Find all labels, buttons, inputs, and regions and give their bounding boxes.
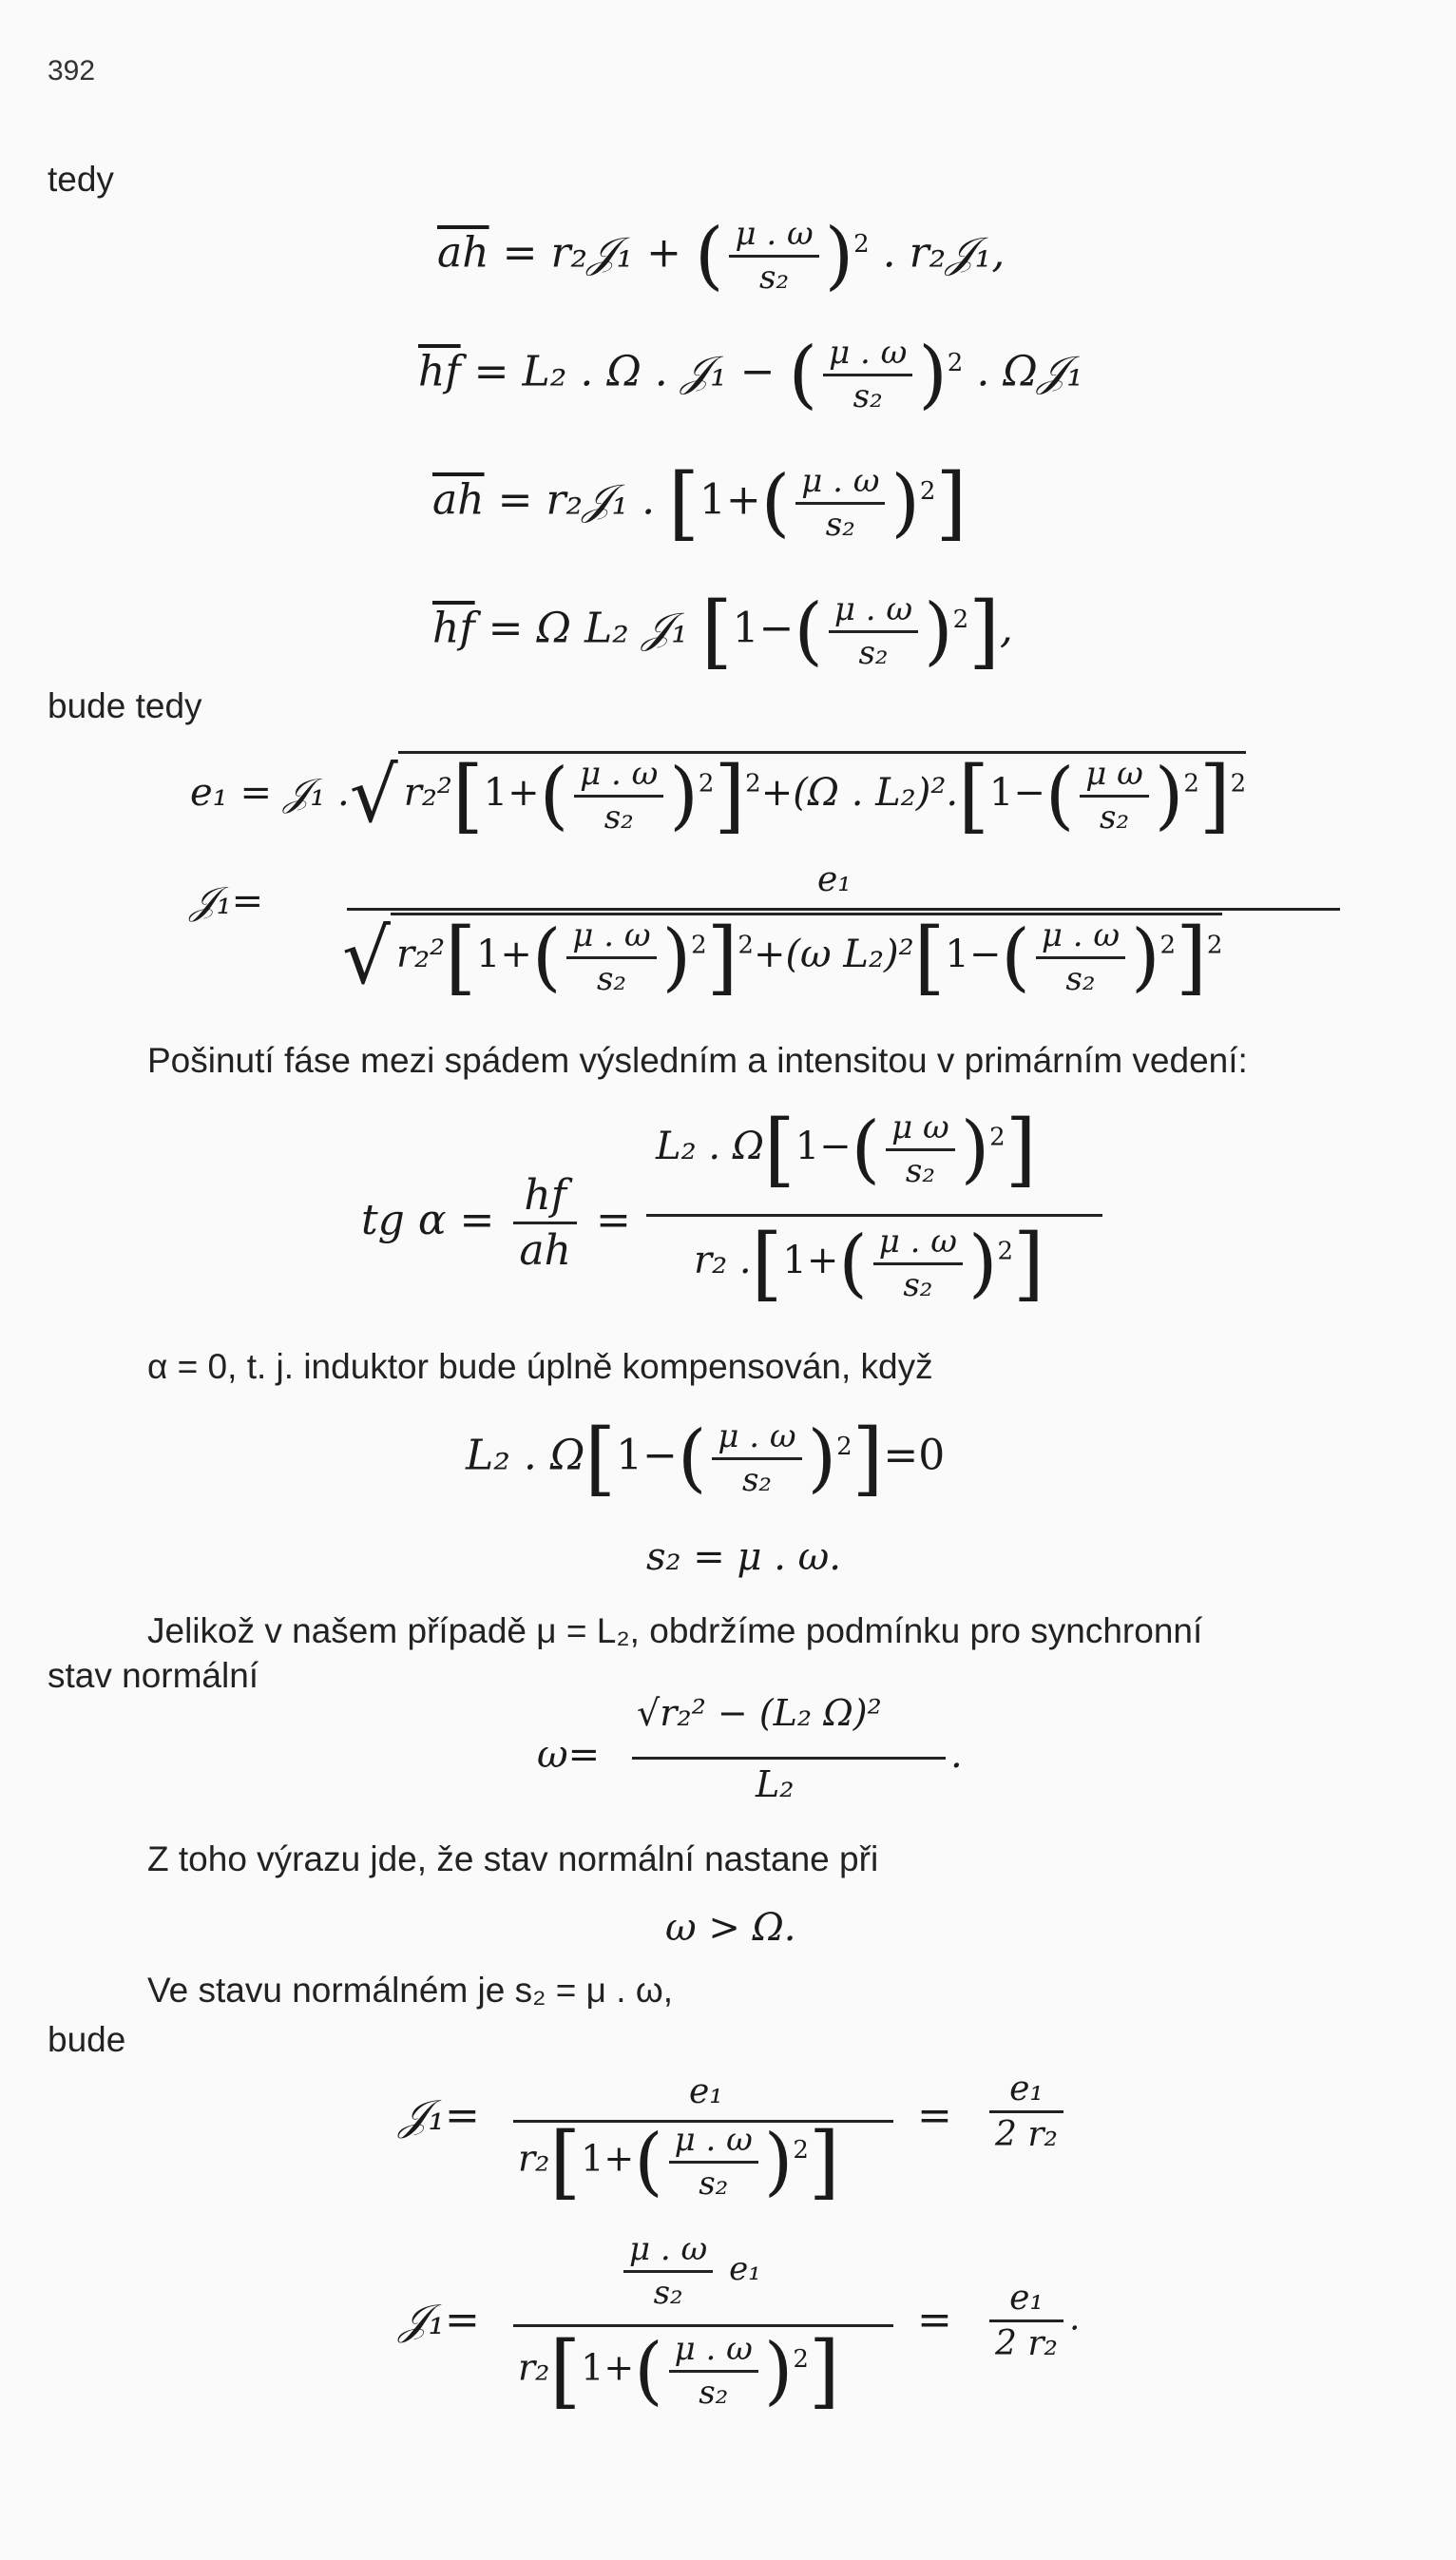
exponent: 2: [1206, 931, 1223, 960]
eq-ah-lhs: $\overline{ah}$: [432, 475, 485, 525]
eq-sign: =: [445, 2296, 480, 2344]
fraction-numerator: μ . ω: [623, 2229, 713, 2273]
fraction-denominator: s₂: [741, 1460, 773, 1499]
paren-close: ): [1131, 914, 1160, 1000]
fraction-denominator: s₂: [903, 1265, 933, 1304]
eq-sign: =: [445, 2091, 480, 2140]
eq-comma: ,: [999, 604, 1013, 653]
exponent: 2: [836, 1432, 853, 1461]
eq-L2Omega: L₂ . Ω: [466, 1431, 585, 1480]
eq-omegaL2sq: (ω L₂)²: [785, 933, 914, 976]
paren-open: (: [531, 914, 562, 1000]
eq-sign: =: [497, 475, 533, 525]
eq-e1: e₁: [729, 2250, 761, 2288]
equation-J1-normal-denominator: [518, 2115, 840, 2208]
eq-one: 1: [475, 933, 501, 976]
paren-open: (: [634, 2328, 663, 2414]
bracket-open: [: [445, 911, 476, 1004]
paren-close: ): [763, 2119, 794, 2204]
fraction-numerator: μ . ω: [1036, 915, 1125, 959]
eq-one: 1: [581, 2137, 604, 2180]
fraction-numerator: √r₂² − (L₂ Ω)²: [637, 1692, 882, 1734]
eq-sign: =: [917, 2296, 952, 2344]
fraction-mu-omega-s2: [566, 915, 656, 999]
eq-minus: −: [739, 347, 776, 396]
fraction-numerator: μ . ω: [574, 754, 663, 798]
equation-omega-gt: ω > Ω.: [665, 1906, 796, 1950]
bracket-open: [: [751, 1217, 783, 1310]
eq-one: 1: [732, 604, 759, 653]
fraction-numerator: μ . ω: [712, 1416, 801, 1460]
eq-one: 1: [945, 933, 969, 976]
paren-close: ): [918, 332, 948, 417]
bracket-close: ]: [1176, 911, 1207, 1004]
fraction-denominator: s₂: [653, 2273, 683, 2312]
eq-J1: 𝒥₁: [399, 2296, 445, 2344]
equation-J1-normal-2-denominator: [518, 2324, 840, 2417]
fraction-mu-omega-s2: [886, 1107, 955, 1191]
fraction-denominator: s₂: [699, 2164, 729, 2203]
eq-OmegaL2sq: (Ω . L₂)².: [793, 771, 959, 815]
fraction-numerator: μ ω: [1080, 754, 1149, 798]
tg-numerator: [656, 1103, 1037, 1196]
fraction-numerator: μ . ω: [823, 333, 912, 376]
eq-minus: −: [642, 1431, 678, 1480]
eq-tg-alpha: tg α: [361, 1196, 447, 1244]
equation-J1-denominator: [342, 911, 1223, 1004]
fraction-numerator: e₁: [989, 2277, 1063, 2322]
paren-close: ): [661, 914, 692, 1000]
eq-minus: −: [968, 933, 1002, 976]
bracket-close: ]: [1198, 749, 1231, 842]
eq-L2Omega: L₂ . Ω: [656, 1125, 764, 1168]
fraction-mu-omega-s2: [712, 1416, 801, 1500]
equation-ah-factored: [432, 456, 967, 549]
exponent: 2: [1159, 931, 1177, 960]
eq-plus: +: [603, 2346, 635, 2389]
eq-tail: . Ω𝒥₁: [976, 347, 1083, 396]
eq-e1: e₁: [190, 771, 228, 815]
eq-sign: =: [596, 1196, 631, 1244]
text-ve-stavu: Ve stavu normálném je s₂ = μ . ω,: [147, 1971, 673, 2010]
paren-open: (: [1001, 914, 1030, 1000]
bracket-open: [: [913, 911, 946, 1004]
paren-close: ): [968, 1221, 998, 1306]
bracket-close: ]: [706, 911, 738, 1004]
eq-sign: =: [239, 771, 272, 815]
eq-minus: −: [819, 1125, 852, 1168]
fraction-mu-omega-s2: [873, 1222, 963, 1305]
bracket-open: [: [668, 456, 699, 549]
eq-hf-lhs: $\overline{hf}$: [418, 347, 461, 396]
fraction-denominator: s₂: [596, 959, 627, 998]
eq-r2: r₂: [518, 2137, 550, 2180]
sqrt-sign: √: [342, 913, 391, 1001]
eq-J1: 𝒥₁: [399, 2091, 445, 2140]
paren-open: (: [677, 1415, 707, 1501]
bracket-open: [: [763, 1103, 795, 1196]
eq-sign: =: [567, 1733, 601, 1777]
text-jelikoz-1: Jelikož v našem případě μ = L₂, obdržíme podmínku pro synchronní: [147, 1611, 1203, 1650]
paren-close: ): [824, 213, 854, 298]
eq-r2sq: r₂²: [403, 771, 452, 815]
bracket-open: [: [700, 585, 733, 678]
equation-omega-lhs: [537, 1733, 600, 1777]
fraction-denominator: s₂: [603, 798, 634, 837]
eq-r2sq: r₂²: [395, 933, 446, 976]
equation-e1-over-2r2: [984, 2068, 1069, 2156]
fraction-mu-omega-s2: [823, 333, 912, 416]
eq-hf-lhs: $\overline{hf}$: [432, 604, 475, 653]
fraction-mu-omega-s2: [1080, 754, 1149, 837]
fraction-numerator: μ ω: [886, 1107, 955, 1151]
eq-one: 1: [795, 1125, 820, 1168]
equation-hf: [418, 333, 1083, 416]
bracket-close: ]: [968, 585, 1000, 678]
fraction-numerator: μ . ω: [829, 589, 918, 633]
eq-one: 1: [699, 475, 726, 525]
fraction-numerator: μ . ω: [669, 2120, 758, 2164]
bracket-open: [: [584, 1412, 617, 1505]
paren-open: (: [695, 213, 724, 298]
text-bude: bude: [48, 2020, 126, 2059]
fraction-numerator: μ . ω: [729, 214, 818, 258]
paren-open: (: [1044, 753, 1075, 838]
bracket-open: [: [549, 2115, 582, 2208]
bracket-open: [: [549, 2324, 582, 2417]
exponent: 2: [853, 229, 870, 259]
eq-minus: −: [758, 604, 795, 653]
fraction-mu-omega-s2: [574, 754, 663, 837]
text-z-toho: Z toho výrazu jde, že stav normální nastane při: [147, 1839, 879, 1878]
fraction-mu-omega-s2: [623, 2229, 713, 2313]
equation-J1-normal-2-numerator: [618, 2229, 761, 2313]
eq-plus: +: [753, 933, 786, 976]
fraction-numerator: e₁: [989, 2068, 1063, 2113]
equation-J1-lhs: [190, 879, 263, 923]
eq-J1: 𝒥₁: [190, 879, 232, 923]
exponent: 2: [691, 931, 707, 960]
paren-close: ): [807, 1415, 837, 1501]
fraction-denominator: s₂: [858, 633, 889, 672]
eq-sign: =: [883, 1431, 919, 1480]
fraction-mu-omega-s2: [795, 461, 885, 545]
sqrt-sign: √: [349, 751, 398, 839]
eq-sign: =: [459, 1196, 495, 1244]
page-number: 392: [48, 55, 96, 87]
paren-open: (: [634, 2119, 663, 2204]
text-tedy: tedy: [48, 160, 114, 199]
bracket-open: [: [958, 749, 989, 842]
exponent: 2: [793, 2344, 809, 2374]
eq-zero: 0: [918, 1431, 946, 1480]
bracket-close: ]: [714, 749, 746, 842]
fraction-numerator: μ . ω: [795, 461, 885, 505]
eq-one: 1: [581, 2346, 604, 2389]
fraction-denominator: 2 r₂: [995, 2115, 1058, 2154]
bracket-close: ]: [1013, 1217, 1044, 1310]
exponent: 2: [919, 476, 936, 506]
eq-tail: . r₂𝒥₁,: [882, 228, 1006, 278]
eq-sign: =: [231, 879, 264, 923]
paren-open: (: [760, 460, 791, 546]
eq-omega: ω: [537, 1733, 568, 1777]
equation-tg-alpha: [361, 1169, 631, 1277]
fraction-denominator: s₂: [853, 376, 883, 415]
exponent: 2: [745, 769, 761, 799]
equation-s2: s₂ = μ . ω.: [646, 1535, 841, 1579]
paren-open: (: [539, 753, 569, 838]
fraction-denominator: s₂: [825, 505, 855, 544]
eq-one: 1: [616, 1431, 643, 1480]
fraction-numerator: μ . ω: [873, 1222, 963, 1265]
paren-open: (: [838, 1221, 868, 1306]
bracket-close: ]: [808, 2324, 840, 2417]
eq-plus: +: [500, 933, 532, 976]
exponent: 2: [989, 1123, 1006, 1152]
eq-one: 1: [483, 771, 508, 815]
fraction-numerator: μ . ω: [669, 2329, 758, 2373]
eq-sign: =: [502, 228, 538, 278]
text-phase-shift: Pošinutí fáse mezi spádem výsledním a intensitou v primárním vedení:: [147, 1041, 1248, 1080]
eq-sign: =: [917, 2091, 952, 2140]
eq-L2OmegaJ1: L₂ . Ω . 𝒥₁: [522, 347, 727, 396]
fraction-numerator: e₁: [689, 2072, 723, 2111]
equation-ah: [437, 214, 1005, 298]
bracket-close: ]: [808, 2115, 840, 2208]
paren-close: ): [924, 588, 953, 674]
fraction-numerator: e₁: [817, 860, 852, 899]
equation-J1-normal-2-lhs: [399, 2296, 480, 2344]
equation-compensation: [466, 1412, 946, 1505]
equation-e1-over-2r2: [984, 2277, 1080, 2365]
fraction-denominator: s₂: [905, 1151, 935, 1190]
fraction-mu-omega-s2: [1036, 915, 1125, 999]
radicand: [391, 911, 1223, 1004]
eq-plus: +: [603, 2137, 635, 2180]
exponent: 2: [947, 348, 964, 377]
paren-open: (: [788, 332, 818, 417]
fraction-denominator: 2 r₂: [995, 2324, 1058, 2363]
bracket-close: ]: [852, 1412, 884, 1505]
radicand: [398, 749, 1247, 842]
eq-r2J1: r₂𝒥₁: [550, 228, 634, 278]
exponent: 2: [698, 769, 715, 799]
exponent: 2: [952, 605, 969, 634]
paren-close: ): [891, 460, 920, 546]
fraction-e1-2r2: [989, 2277, 1063, 2365]
fraction-denominator: ah: [519, 1226, 571, 1275]
bracket-close: ]: [1005, 1103, 1037, 1196]
equation-J1-normal-lhs: [399, 2091, 480, 2140]
fraction-numerator: hf: [513, 1169, 577, 1224]
exponent: 2: [738, 931, 754, 960]
paren-close: ): [960, 1107, 990, 1192]
equation-hf-factored: [432, 585, 1013, 678]
tg-denominator: [694, 1217, 1044, 1310]
fraction-denominator: s₂: [1100, 798, 1130, 837]
bracket-open: [: [451, 749, 484, 842]
fraction-denominator: s₂: [1065, 959, 1096, 998]
exponent: 2: [997, 1237, 1014, 1266]
eq-J1-dot: 𝒥₁ .: [283, 771, 350, 815]
paren-close: ): [763, 2328, 794, 2414]
fraction-numerator: μ . ω: [566, 915, 656, 959]
eq-one: 1: [782, 1239, 807, 1282]
eq-ah-lhs: $\overline{ah}$: [437, 228, 489, 278]
exponent: 2: [1230, 769, 1247, 799]
fraction-mu-omega-s2: [669, 2329, 758, 2413]
equation-e1: [190, 749, 1247, 842]
paren-open: (: [794, 588, 823, 674]
eq-period: .: [950, 1733, 963, 1777]
paren-close: ): [669, 753, 699, 838]
fraction-bar: [632, 1757, 946, 1760]
eq-period: .: [1069, 2299, 1081, 2339]
fraction-denominator: s₂: [699, 2373, 729, 2412]
eq-plus: +: [806, 1239, 839, 1282]
eq-sign: =: [473, 347, 509, 396]
eq-sign: =: [488, 604, 524, 653]
text-bude-tedy: bude tedy: [48, 686, 202, 725]
fraction-mu-omega-s2: [729, 214, 818, 298]
eq-minus: −: [1013, 771, 1045, 815]
fraction-mu-omega-s2: [669, 2120, 758, 2204]
eq-OmegaL2J1: Ω L₂ 𝒥₁: [536, 604, 688, 653]
fraction-e1-2r2: [989, 2068, 1063, 2156]
eq-plus: +: [508, 771, 540, 815]
fraction-mu-omega-s2: [829, 589, 918, 673]
eq-plus: +: [725, 475, 761, 525]
eq-plus: +: [760, 771, 794, 815]
exponent: 2: [1183, 769, 1199, 799]
text-alpha-zero: α = 0, t. j. induktor bude úplně kompensován, když: [147, 1347, 933, 1386]
exponent: 2: [793, 2135, 809, 2165]
paren-close: ): [1154, 753, 1184, 838]
fraction-hf-ah: [513, 1169, 577, 1277]
paren-open: (: [851, 1107, 881, 1192]
eq-r2dot: r₂ .: [694, 1239, 752, 1282]
fraction-denominator: s₂: [759, 258, 790, 297]
fraction-denominator: L₂: [756, 1763, 795, 1805]
eq-r2J1-dot: r₂𝒥₁ .: [546, 475, 656, 525]
eq-plus: +: [646, 228, 681, 278]
text-jelikoz-2: stav normální: [48, 1656, 259, 1695]
eq-r2: r₂: [518, 2346, 550, 2389]
bracket-close: ]: [935, 456, 967, 549]
eq-one: 1: [988, 771, 1014, 815]
